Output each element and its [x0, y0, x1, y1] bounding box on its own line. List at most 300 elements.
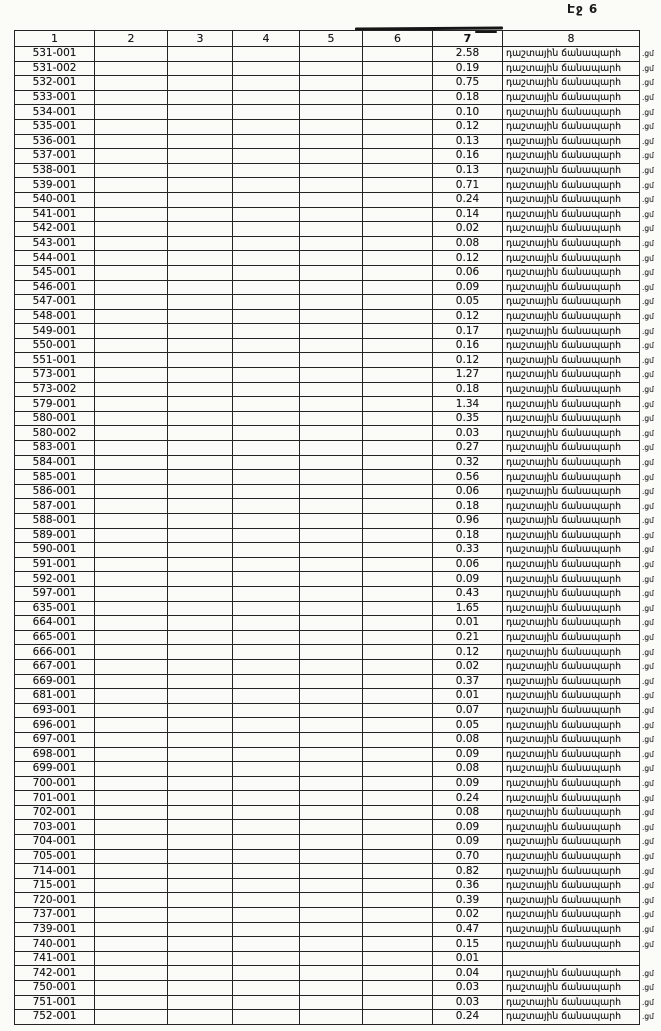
cell-area-value: 0.47 [433, 922, 503, 937]
cell-col6 [363, 149, 433, 164]
cell-col3 [168, 937, 233, 952]
cell-col2 [95, 805, 168, 820]
cell-col2 [95, 776, 168, 791]
cell-area-value: 0.04 [433, 966, 503, 981]
cell-col5 [300, 222, 363, 237]
cell-col2 [95, 105, 168, 120]
margin-clip-text: .ցմ [642, 93, 654, 103]
margin-clip-text: .ցմ [642, 107, 654, 117]
cell-col5 [300, 280, 363, 295]
cell-col6 [363, 645, 433, 660]
cell-col2 [95, 864, 168, 879]
margin-clip-text: .ցմ [642, 487, 654, 497]
cell-land-use-type: դաշտային ճանապարհ [503, 411, 640, 426]
cell-col4 [233, 134, 300, 149]
cell-col5 [300, 134, 363, 149]
cell-parcel-id: 669-001 [15, 674, 95, 689]
cell-land-use-type: դաշտային ճանապարհ [503, 163, 640, 178]
cell-col5 [300, 163, 363, 178]
cell-col3 [168, 222, 233, 237]
margin-clip-text: .ցմ [642, 326, 654, 336]
table-row [15, 368, 661, 383]
cell-area-value: 0.17 [433, 324, 503, 339]
table-row [15, 849, 661, 864]
cell-land-use-type: դաշտային ճանապարհ [503, 90, 640, 105]
cell-col6 [363, 659, 433, 674]
cell-col5 [300, 265, 363, 280]
cell-col4 [233, 937, 300, 952]
cell-area-value: 0.15 [433, 937, 503, 952]
cell-land-use-type: դաշտային ճանապարհ [503, 908, 640, 923]
cell-col6 [363, 791, 433, 806]
cell-area-value: 0.09 [433, 280, 503, 295]
cell-land-use-type: դաշտային ճանապարհ [503, 295, 640, 310]
cell-col5 [300, 674, 363, 689]
cell-col5 [300, 718, 363, 733]
cell-land-use-type: դաշտային ճանապարհ [503, 878, 640, 893]
cell-col2 [95, 674, 168, 689]
table-row [15, 616, 661, 631]
cell-area-value: 0.10 [433, 105, 503, 120]
cell-area-value: 0.01 [433, 689, 503, 704]
table-row [15, 1010, 661, 1025]
cell-col4 [233, 586, 300, 601]
cell-col4 [233, 747, 300, 762]
cell-area-value: 0.07 [433, 703, 503, 718]
column-header-7: 7 [433, 31, 503, 47]
table-row [15, 601, 661, 616]
cell-land-use-type: դաշտային ճանապարհ [503, 995, 640, 1010]
margin-clip-text: .ցմ [642, 997, 654, 1007]
table-row [15, 878, 661, 893]
cell-col2 [95, 791, 168, 806]
cell-parcel-id: 666-001 [15, 645, 95, 660]
cell-parcel-id: 543-001 [15, 236, 95, 251]
cell-col3 [168, 411, 233, 426]
cell-col3 [168, 149, 233, 164]
cell-col2 [95, 981, 168, 996]
cell-area-value: 0.08 [433, 236, 503, 251]
cell-col5 [300, 878, 363, 893]
cell-area-value: 0.03 [433, 426, 503, 441]
cell-col5 [300, 47, 363, 62]
margin-clip-text: .ցմ [642, 662, 654, 672]
cell-col4 [233, 966, 300, 981]
cell-col6 [363, 718, 433, 733]
cell-col4 [233, 630, 300, 645]
cell-col6 [363, 441, 433, 456]
cell-col4 [233, 762, 300, 777]
cell-col6 [363, 236, 433, 251]
cell-land-use-type: դաշտային ճանապարհ [503, 251, 640, 266]
cell-col5 [300, 61, 363, 76]
table-row [15, 163, 661, 178]
cell-col5 [300, 309, 363, 324]
cell-col4 [233, 732, 300, 747]
cell-area-value: 0.01 [433, 616, 503, 631]
cell-col5 [300, 528, 363, 543]
cell-col6 [363, 543, 433, 558]
cell-col3 [168, 178, 233, 193]
cell-land-use-type [503, 951, 640, 966]
cell-col4 [233, 192, 300, 207]
cell-col4 [233, 791, 300, 806]
table-row [15, 76, 661, 91]
margin-clip-text: .ցմ [642, 136, 654, 146]
cell-col6 [363, 353, 433, 368]
cell-col2 [95, 163, 168, 178]
cell-land-use-type: դաշտային ճանապարհ [503, 937, 640, 952]
margin-clip-text: .ցմ [642, 516, 654, 526]
cell-col2 [95, 134, 168, 149]
margin-clip-text: .ցմ [642, 49, 654, 59]
cell-col6 [363, 280, 433, 295]
table-row [15, 528, 661, 543]
cell-area-value: 0.37 [433, 674, 503, 689]
cell-col6 [363, 864, 433, 879]
table-row [15, 645, 661, 660]
cell-col2 [95, 893, 168, 908]
cell-parcel-id: 532-001 [15, 76, 95, 91]
table-row [15, 995, 661, 1010]
table-row [15, 718, 661, 733]
table-row [15, 251, 661, 266]
cell-col6 [363, 470, 433, 485]
cell-parcel-id: 664-001 [15, 616, 95, 631]
cell-col3 [168, 776, 233, 791]
cell-parcel-id: 589-001 [15, 528, 95, 543]
cell-area-value: 0.02 [433, 222, 503, 237]
cell-col2 [95, 470, 168, 485]
cell-col3 [168, 762, 233, 777]
cell-col2 [95, 616, 168, 631]
cell-col6 [363, 499, 433, 514]
cell-col3 [168, 981, 233, 996]
margin-clip-text: .ցմ [642, 983, 654, 993]
cell-land-use-type: դաշտային ճանապարհ [503, 557, 640, 572]
cell-area-value: 0.05 [433, 295, 503, 310]
cell-col5 [300, 397, 363, 412]
column-header-6: 6 [363, 31, 433, 47]
cell-col6 [363, 805, 433, 820]
cell-col5 [300, 76, 363, 91]
cell-col6 [363, 937, 433, 952]
cell-land-use-type: դաշտային ճանապարհ [503, 265, 640, 280]
table-row [15, 134, 661, 149]
cell-area-value: 0.24 [433, 791, 503, 806]
margin-clip-text: .ցմ [642, 1012, 654, 1022]
cell-land-use-type: դաշտային ճանապարհ [503, 470, 640, 485]
cell-col6 [363, 324, 433, 339]
cell-parcel-id: 698-001 [15, 747, 95, 762]
cell-col6 [363, 295, 433, 310]
cell-area-value: 0.21 [433, 630, 503, 645]
margin-clip-text: .ցմ [642, 282, 654, 292]
cell-col5 [300, 601, 363, 616]
margin-clip-text: .ցմ [642, 866, 654, 876]
cell-col4 [233, 674, 300, 689]
cell-col2 [95, 762, 168, 777]
cell-col5 [300, 762, 363, 777]
cell-col3 [168, 236, 233, 251]
margin-clip-text: .ցմ [642, 924, 654, 934]
cell-parcel-id: 531-002 [15, 61, 95, 76]
cell-area-value: 0.06 [433, 484, 503, 499]
margin-clip-text: .ցմ [642, 895, 654, 905]
cell-land-use-type: դաշտային ճանապարհ [503, 674, 640, 689]
cell-col6 [363, 338, 433, 353]
cell-area-value: 0.27 [433, 441, 503, 456]
cell-col2 [95, 338, 168, 353]
cell-col6 [363, 674, 433, 689]
cell-col2 [95, 908, 168, 923]
cell-col5 [300, 178, 363, 193]
cell-parcel-id: 585-001 [15, 470, 95, 485]
cell-col4 [233, 470, 300, 485]
cell-col6 [363, 397, 433, 412]
cell-col2 [95, 732, 168, 747]
table-row [15, 382, 661, 397]
cell-col3 [168, 192, 233, 207]
cell-parcel-id: 542-001 [15, 222, 95, 237]
cell-parcel-id: 591-001 [15, 557, 95, 572]
cell-col3 [168, 703, 233, 718]
cell-land-use-type: դաշտային ճանապարհ [503, 572, 640, 587]
margin-clip-text: .ցմ [642, 224, 654, 234]
cell-land-use-type: դաշտային ճանապարհ [503, 689, 640, 704]
cell-land-use-type: դաշտային ճանապարհ [503, 178, 640, 193]
cell-col3 [168, 76, 233, 91]
margin-clip-text: .ցմ [642, 166, 654, 176]
cell-col3 [168, 689, 233, 704]
table-row [15, 689, 661, 704]
cell-parcel-id: 587-001 [15, 499, 95, 514]
cell-col2 [95, 703, 168, 718]
cell-col5 [300, 207, 363, 222]
cell-col6 [363, 119, 433, 134]
cell-col5 [300, 893, 363, 908]
table-row [15, 484, 661, 499]
table-row [15, 265, 661, 280]
table-row [15, 514, 661, 529]
margin-clip-text: .ցմ [642, 647, 654, 657]
cell-area-value: 0.24 [433, 192, 503, 207]
cell-col4 [233, 426, 300, 441]
cell-col6 [363, 762, 433, 777]
cell-col5 [300, 368, 363, 383]
margin-clip-text: .ցմ [642, 881, 654, 891]
cell-col6 [363, 995, 433, 1010]
cell-col3 [168, 718, 233, 733]
table-row [15, 470, 661, 485]
cell-col5 [300, 981, 363, 996]
column-header-5: 5 [300, 31, 363, 47]
margin-clip-text: .ցմ [642, 384, 654, 394]
cell-land-use-type: դաշտային ճանապարհ [503, 616, 640, 631]
cell-col2 [95, 718, 168, 733]
cell-parcel-id: 547-001 [15, 295, 95, 310]
cell-area-value: 0.06 [433, 557, 503, 572]
cell-area-value: 0.12 [433, 645, 503, 660]
cell-col6 [363, 572, 433, 587]
cell-col2 [95, 878, 168, 893]
margin-clip-text: .ցմ [642, 910, 654, 920]
cell-col4 [233, 849, 300, 864]
table-row [15, 747, 661, 762]
cell-land-use-type: դաշտային ճանապարհ [503, 47, 640, 62]
cell-area-value: 0.18 [433, 528, 503, 543]
cell-parcel-id: 737-001 [15, 908, 95, 923]
margin-clip-text: .ցմ [642, 968, 654, 978]
cell-parcel-id: 740-001 [15, 937, 95, 952]
cell-col4 [233, 397, 300, 412]
cell-area-value: 0.82 [433, 864, 503, 879]
cell-parcel-id: 701-001 [15, 791, 95, 806]
cell-col4 [233, 659, 300, 674]
table-row [15, 835, 661, 850]
cell-col4 [233, 295, 300, 310]
cell-col6 [363, 484, 433, 499]
cell-land-use-type: դաշտային ճանապարհ [503, 324, 640, 339]
cell-col6 [363, 689, 433, 704]
cell-land-use-type: դաշտային ճանապարհ [503, 864, 640, 879]
cell-col2 [95, 820, 168, 835]
cell-area-value: 0.02 [433, 659, 503, 674]
cell-parcel-id: 535-001 [15, 119, 95, 134]
cell-area-value: 0.13 [433, 163, 503, 178]
cell-col4 [233, 484, 300, 499]
margin-clip-text: .ցմ [642, 574, 654, 584]
table-row [15, 222, 661, 237]
cell-col6 [363, 514, 433, 529]
cell-area-value: 0.03 [433, 995, 503, 1010]
cell-col5 [300, 849, 363, 864]
cell-col5 [300, 659, 363, 674]
margin-clip-text: .ցմ [642, 239, 654, 249]
cell-col2 [95, 426, 168, 441]
cell-area-value: 0.02 [433, 908, 503, 923]
cell-land-use-type: դաշտային ճանապարհ [503, 397, 640, 412]
cell-col4 [233, 280, 300, 295]
cell-parcel-id: 533-001 [15, 90, 95, 105]
cell-col3 [168, 280, 233, 295]
cell-area-value: 1.65 [433, 601, 503, 616]
cell-col5 [300, 324, 363, 339]
cell-area-value: 0.03 [433, 981, 503, 996]
cell-area-value: 0.32 [433, 455, 503, 470]
margin-clip-text: .ցմ [642, 501, 654, 511]
cell-col6 [363, 586, 433, 601]
table-row [15, 572, 661, 587]
table-row [15, 426, 661, 441]
cell-land-use-type: դաշտային ճանապարհ [503, 776, 640, 791]
cell-col6 [363, 908, 433, 923]
cell-area-value: 0.09 [433, 747, 503, 762]
table-row [15, 441, 661, 456]
table-row [15, 353, 661, 368]
cell-col6 [363, 951, 433, 966]
cell-col4 [233, 309, 300, 324]
cell-col6 [363, 382, 433, 397]
cell-area-value: 0.16 [433, 149, 503, 164]
table-row [15, 981, 661, 996]
cell-land-use-type: դաշտային ճանապարհ [503, 426, 640, 441]
margin-clip-text: .ցմ [642, 633, 654, 643]
cell-col5 [300, 251, 363, 266]
cell-land-use-type: դաշտային ճանապարհ [503, 703, 640, 718]
table-row [15, 236, 661, 251]
cell-col3 [168, 338, 233, 353]
cell-land-use-type: դաշտային ճանապարհ [503, 732, 640, 747]
cell-area-value: 0.70 [433, 849, 503, 864]
table-row [15, 703, 661, 718]
table-body [15, 47, 661, 1025]
cell-col3 [168, 499, 233, 514]
cell-col4 [233, 981, 300, 996]
page-number-label: Էջ 6 [567, 2, 599, 16]
cell-col4 [233, 236, 300, 251]
cell-col4 [233, 149, 300, 164]
cell-col6 [363, 966, 433, 981]
cell-col6 [363, 426, 433, 441]
margin-clip-text: .ցմ [642, 428, 654, 438]
cell-col4 [233, 251, 300, 266]
cell-col6 [363, 61, 433, 76]
cell-col5 [300, 703, 363, 718]
table-row [15, 937, 661, 952]
cell-col3 [168, 805, 233, 820]
cell-parcel-id: 699-001 [15, 762, 95, 777]
table-row [15, 674, 661, 689]
column-header-4: 4 [233, 31, 300, 47]
table-row [15, 499, 661, 514]
cell-area-value: 0.08 [433, 732, 503, 747]
cell-area-value: 0.43 [433, 586, 503, 601]
cell-col3 [168, 61, 233, 76]
cell-land-use-type: դաշտային ճանապարհ [503, 382, 640, 397]
cell-land-use-type: դաշտային ճանապարհ [503, 309, 640, 324]
margin-clip-text: .ցմ [642, 545, 654, 555]
cell-area-value: 0.19 [433, 61, 503, 76]
margin-clip-text: .ցմ [642, 457, 654, 467]
cell-col4 [233, 207, 300, 222]
cell-parcel-id: 720-001 [15, 893, 95, 908]
table-row [15, 119, 661, 134]
cell-parcel-id: 580-002 [15, 426, 95, 441]
cell-col6 [363, 630, 433, 645]
cell-col2 [95, 149, 168, 164]
cell-area-value: 0.08 [433, 762, 503, 777]
cell-area-value: 0.35 [433, 411, 503, 426]
cell-land-use-type: դաշտային ճանապարհ [503, 791, 640, 806]
cell-col3 [168, 557, 233, 572]
cell-land-use-type: դաշտային ճանապարհ [503, 280, 640, 295]
cell-col4 [233, 499, 300, 514]
cell-col2 [95, 835, 168, 850]
table-row [15, 893, 661, 908]
cell-col2 [95, 499, 168, 514]
cell-col4 [233, 47, 300, 62]
cell-col2 [95, 659, 168, 674]
table-row [15, 338, 661, 353]
margin-clip-text: .ցմ [642, 560, 654, 570]
cell-col3 [168, 951, 233, 966]
cell-col3 [168, 163, 233, 178]
cell-col6 [363, 207, 433, 222]
cell-parcel-id: 573-001 [15, 368, 95, 383]
cell-parcel-id: 586-001 [15, 484, 95, 499]
table-row [15, 309, 661, 324]
